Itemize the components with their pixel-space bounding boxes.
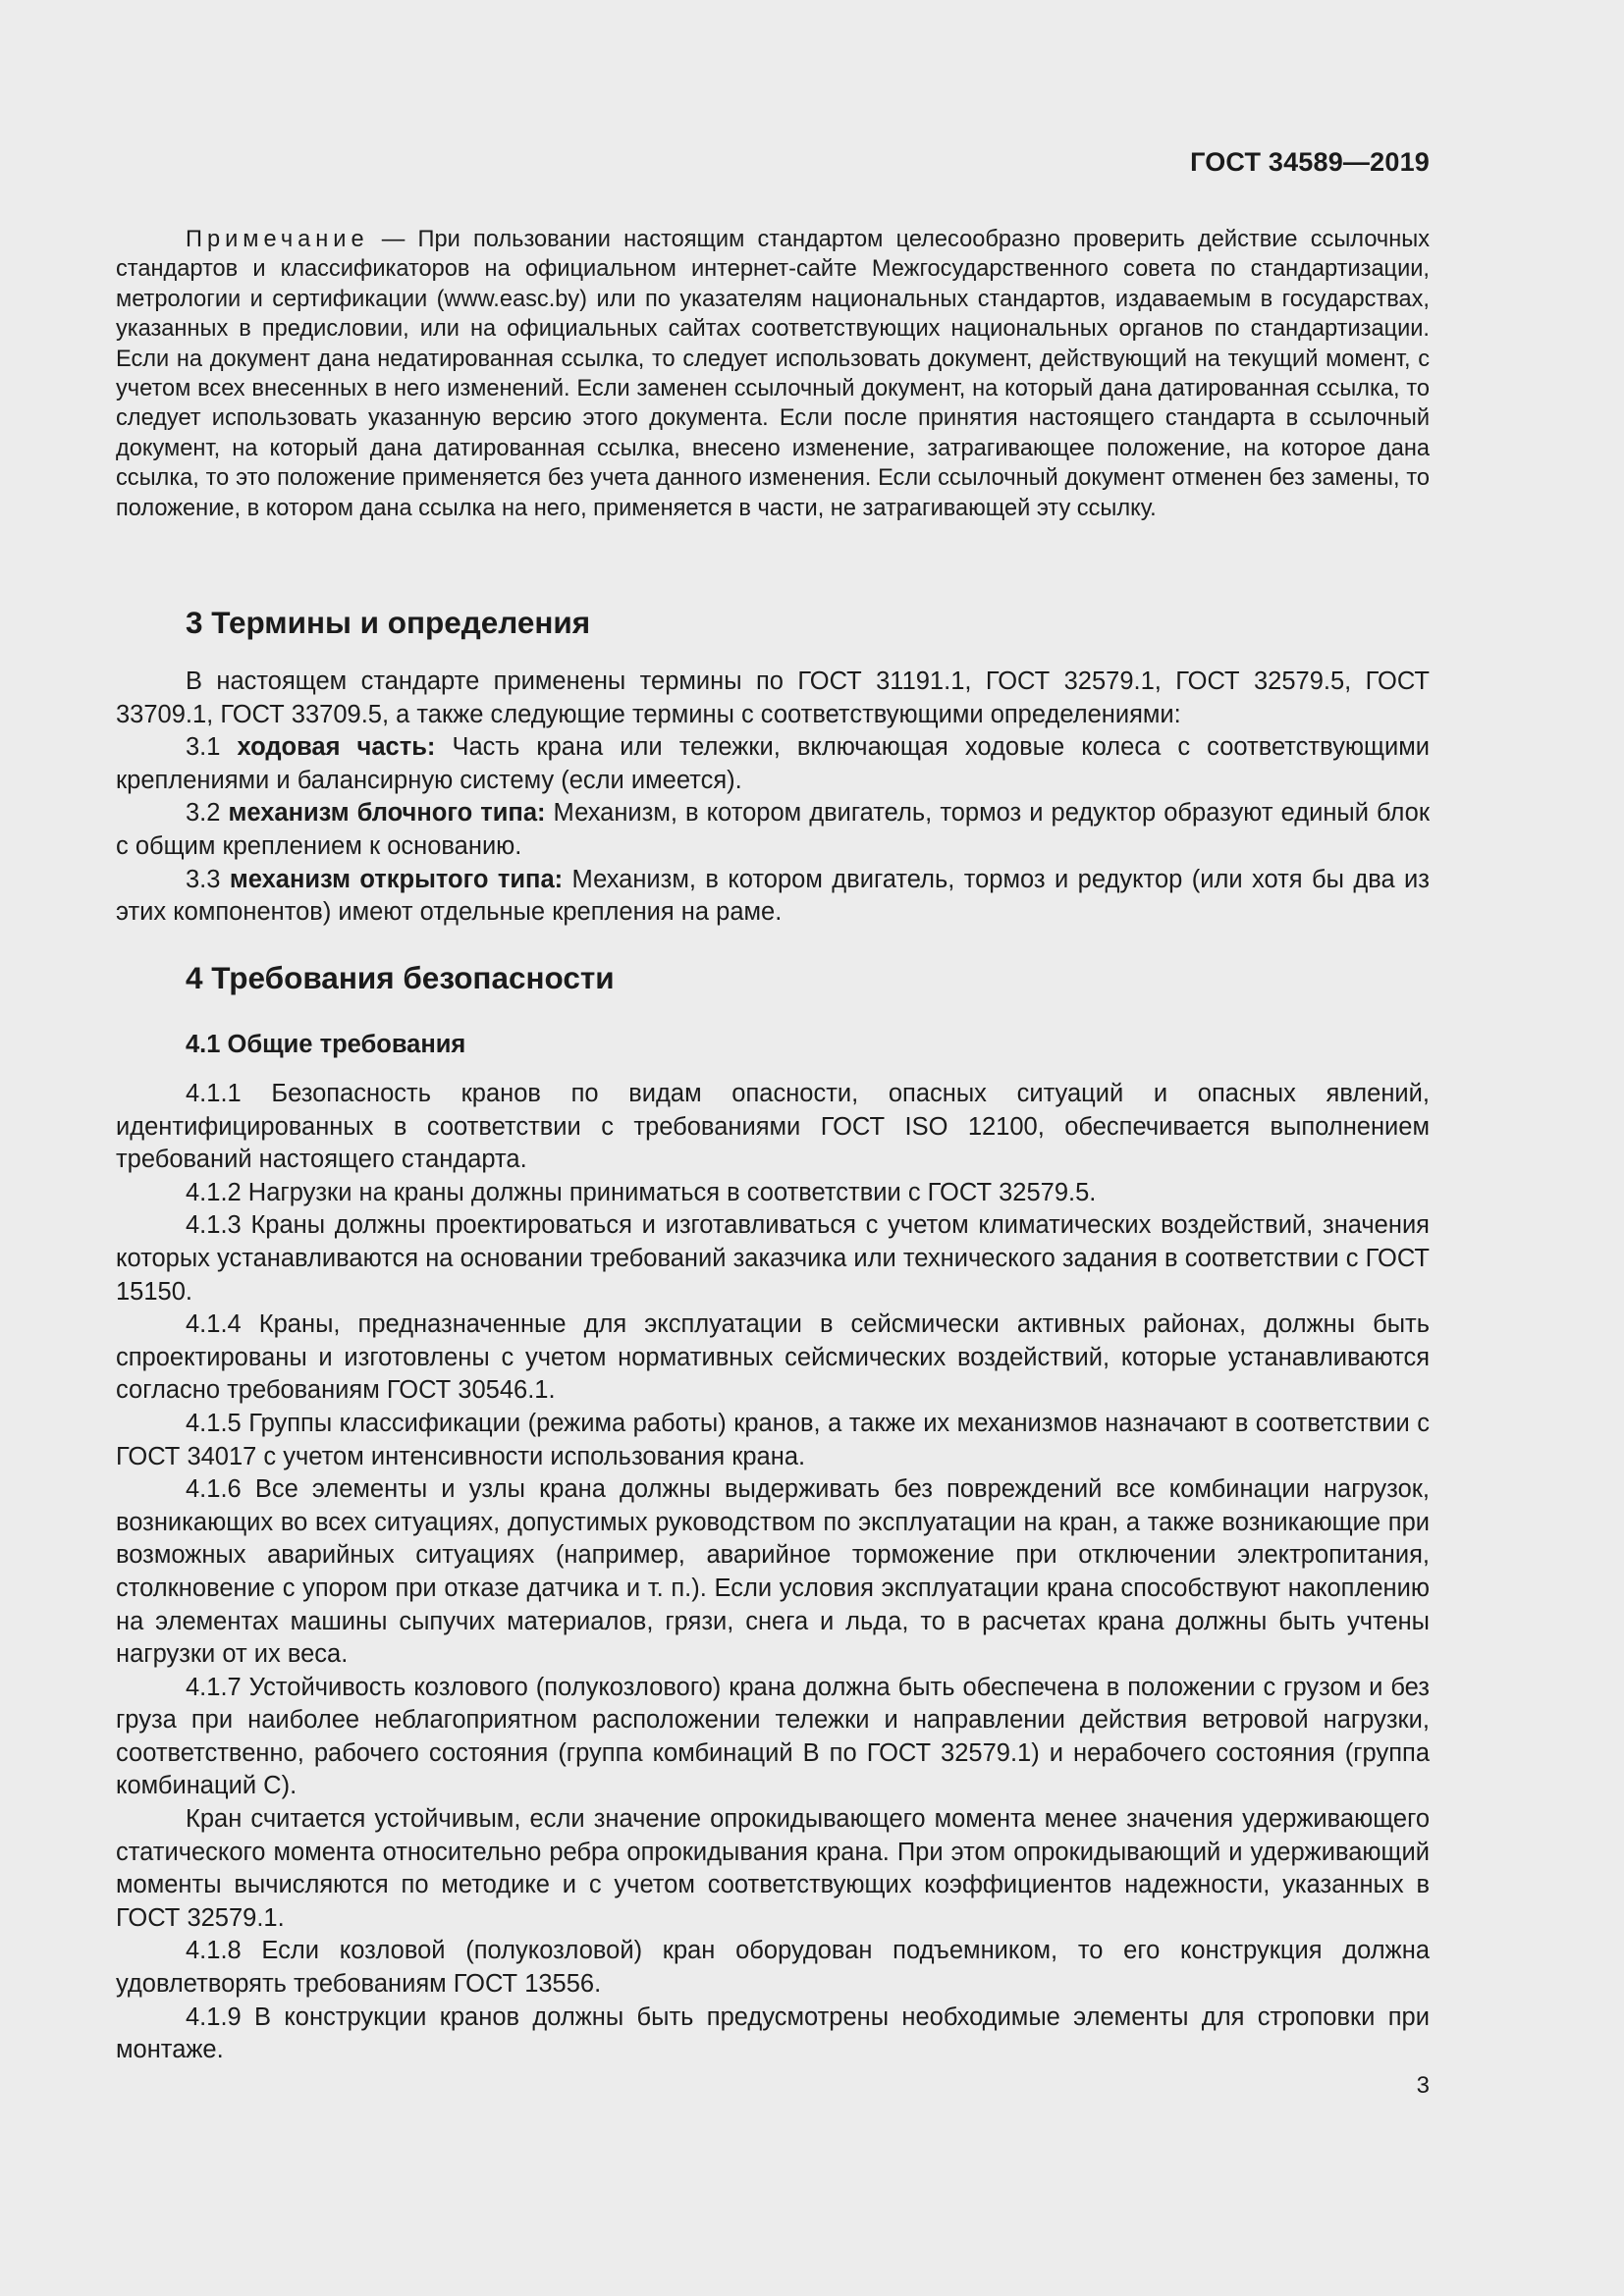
clause-paragraph: 4.1.8 Если козловой (полукозловой) кран оборудован подъемником, то его конструкция должна удовлетворять требованиям ГОСТ 13556. <box>116 1937 1430 1999</box>
clause-paragraph: 4.1.1 Безопасность кранов по видам опасности, опасных ситуаций и опасных явлений, идентифицированных в соответствии с требованиями ГОСТ ISO 12100, обеспечивается выполнением требований настоящего стандарта. <box>116 1080 1430 1174</box>
clause-paragraph: Кран считается устойчивым, если значение опрокидывающего момента менее значения удерживающего статического момента относительно ребра опрокидывания крана. При этом опрокидывающий и удерживающий моменты вычисляются по методике и с учетом соответствующих коэффициентов надежности, указанных в ГОСТ 32579.1. <box>116 1805 1430 1932</box>
note-text: — При пользовании настоящим стандартом целесообразно проверить действие ссылочных стандартов и классификаторов на официальном интернет-сайте Межгосударственного совета по стандартизации, метрологии и сертификации (www.easc.by) или по указателям национальных стандартов, издаваемым в государствах, указанных в предисловии, или на официальных сайтах соответствующих национальных органов по стандартизации. Если на документ дана недатированная ссылка, то следует использовать документ, действующий на текущий момент, с учетом всех внесенных в него изменений. Если заменен ссылочный документ, на который дана датированная ссылка, то следует использовать указанную версию этого документа. Если после принятия настоящего стандарта в ссылочный документ, на который дана датированная ссылка, внесено изменение, затрагивающее положение, на которое дана ссылка, то это положение применяется без учета данного изменения. Если ссылочный документ отменен без замены, то положение, в котором дана ссылка на него, применяется в части, не затрагивающей эту ссылку. <box>116 227 1430 521</box>
term-name: механизм блочного типа: <box>228 799 546 828</box>
term-number: 3.1 <box>186 733 238 762</box>
clause-paragraph: 4.1.2 Нагрузки на краны должны приниматься в соответствии с ГОСТ 32579.5. <box>186 1178 1097 1206</box>
term-definition <box>116 731 1430 797</box>
term-name: ходовая часть: <box>237 733 436 762</box>
section-3-intro: В настоящем стандарте применены термины по ГОСТ 31191.1, ГОСТ 32579.1, ГОСТ 32579.5, ГОСТ 33709.1, ГОСТ 33709.5, а также следующие термины с соответствующими определениями: <box>116 667 1430 728</box>
term-text: Механизм, в котором двигатель, тормоз и редуктор образуют единый блок с общим креплением к основанию. <box>116 799 1430 860</box>
clause-paragraph: 4.1.7 Устойчивость козлового (полукозлового) крана должна быть обеспечена в положении с грузом и без груза при наиболее неблагоприятном расположении тележки и направлении действия ветровой нагрузки, соответственно, рабочего состояния (группа комбинаций B по ГОСТ 32579.1) и нерабочего состояния (группа комбинаций C). <box>116 1673 1430 1800</box>
term-text: Механизм, в котором двигатель, тормоз и редуктор (или хотя бы два из этих компонентов) имеют отдельные крепления на раме. <box>116 865 1430 927</box>
clause-paragraph: 4.1.3 Краны должны проектироваться и изготавливаться с учетом климатических воздействий, значения которых устанавливаются на основании требований заказчика или технического задания в соответствии с ГОСТ 15150. <box>116 1211 1430 1306</box>
term-name: механизм открытого типа: <box>229 865 564 893</box>
clause-paragraph: 4.1.6 Все элементы и узлы крана должны выдерживать без повреждений все комбинации нагрузок, возникающих во всех ситуациях, допустимых руководством по эксплуатации на кран, а также возникающие при возможных аварийных ситуациях (например, аварийное торможение при отключении электропитания, столкновение с упором при отказе датчика и т. п.). Если условия эксплуатации крана способствуют накоплению на элементах машины сыпучих материалов, грязи, снега и льда, то в расчетах крана должны быть учтены нагрузки от их веса. <box>116 1475 1430 1669</box>
document-id-header: ГОСТ 34589—2019 <box>1190 147 1430 177</box>
clause-paragraph: 4.1.5 Группы классификации (режима работы) кранов, а также их механизмов назначают в соответствии с ГОСТ 34017 с учетом интенсивности использования крана. <box>116 1409 1430 1470</box>
section-4-heading: 4 Требования безопасности <box>186 960 615 995</box>
term-number: 3.2 <box>186 799 229 828</box>
term-definition <box>116 864 1430 930</box>
clause-paragraph: 4.1.9 В конструкции кранов должны быть предусмотрены необходимые элементы для строповки при монтаже. <box>116 2002 1430 2064</box>
term-number: 3.3 <box>186 865 230 893</box>
section-3-body <box>116 666 1430 930</box>
term-text: Часть крана или тележки, включающая ходовые колеса с соответствующими креплениями и балансирную систему (если имеется). <box>116 733 1430 794</box>
section-4-1-heading: 4.1 Общие требования <box>186 1031 466 1058</box>
page-number: 3 <box>1416 2072 1430 2099</box>
clause-paragraph: 4.1.4 Краны, предназначенные для эксплуатации в сейсмически активных районах, должны быть спроектированы и изготовлены с учетом нормативных сейсмических воздействий, которые устанавливаются согласно требованиям ГОСТ 30546.1. <box>116 1310 1430 1405</box>
reference-note <box>116 225 1430 523</box>
note-label: Примечание <box>186 227 369 252</box>
term-definition <box>116 797 1430 863</box>
section-3-heading: 3 Термины и определения <box>186 605 591 640</box>
section-4-body <box>116 1078 1430 2067</box>
